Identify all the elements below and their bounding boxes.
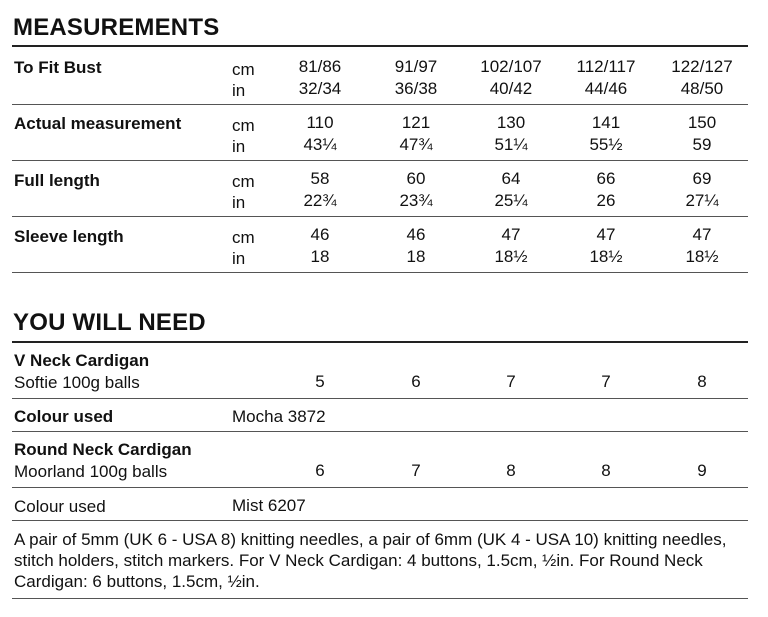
unit-in: in [232,81,246,100]
v-neck-yarn: Softie 100g balls [14,373,140,392]
size-value: 22¾ [303,191,337,210]
unit-cm: cm [232,172,255,191]
size-value: 44/46 [584,79,628,98]
size-value: 130 [496,113,526,132]
size-value: 46 [310,225,330,244]
size-value: 36/38 [394,79,438,98]
ball-count: 8 [506,461,516,480]
size-value: 102/107 [480,57,542,76]
size-value: 91/97 [394,57,438,76]
size-value: 18½ [685,247,719,266]
size-value: 40/42 [489,79,533,98]
size-value: 150 [687,113,717,132]
unit-cm: cm [232,116,255,135]
ball-count: 6 [411,372,421,391]
divider [12,45,748,47]
measurements-heading: MEASUREMENTS [13,14,220,41]
you-will-need-heading: YOU WILL NEED [13,309,206,336]
row-label-actual-measurement: Actual measurement [14,114,182,133]
size-value: 18½ [494,247,528,266]
size-value: 47 [596,225,616,244]
size-value: 110 [306,113,334,132]
ball-count: 8 [697,372,707,391]
colour-used-label: Colour used [14,497,106,516]
divider [12,598,748,599]
ball-count: 7 [411,461,421,480]
size-value: 121 [401,113,431,132]
divider [12,272,748,273]
unit-cm: cm [232,60,255,79]
round-neck-yarn: Moorland 100g balls [14,462,168,481]
size-value: 46 [406,225,426,244]
size-value: 47¾ [399,135,433,154]
size-value: 18½ [589,247,623,266]
divider [12,341,748,343]
size-value: 51¼ [494,135,528,154]
divider [12,216,748,217]
size-value: 27¼ [685,191,719,210]
divider [12,398,748,399]
row-label-sleeve-length: Sleeve length [14,227,124,246]
divider [12,104,748,105]
ball-count: 8 [601,461,611,480]
size-value: 64 [501,169,521,188]
size-value: 32/34 [298,79,342,98]
colour-value: Mocha 3872 [232,407,326,426]
size-value: 18 [310,247,330,266]
size-value: 25¼ [494,191,528,210]
size-value: 60 [406,169,426,188]
size-value: 59 [692,135,712,154]
size-value: 66 [596,169,616,188]
colour-used-label: Colour used [14,407,114,426]
size-value: 48/50 [680,79,724,98]
divider [12,487,748,488]
row-label-full-length: Full length [14,171,100,190]
ball-count: 7 [601,372,611,391]
colour-value: Mist 6207 [232,496,306,515]
size-value: 55½ [589,135,623,154]
size-value: 81/86 [298,57,342,76]
round-neck-cardigan-title: Round Neck Cardigan [14,440,192,459]
divider [12,431,748,432]
size-value: 47 [501,225,521,244]
divider [12,520,748,521]
unit-cm: cm [232,228,255,247]
ball-count: 6 [315,461,325,480]
divider [12,160,748,161]
size-value: 18 [406,247,426,266]
unit-in: in [232,193,246,212]
size-value: 112/117 [576,57,636,76]
size-value: 69 [692,169,712,188]
row-label-to-fit-bust: To Fit Bust [14,58,102,77]
unit-in: in [232,137,246,156]
size-value: 58 [310,169,330,188]
size-value: 23¾ [399,191,433,210]
size-value: 26 [596,191,616,210]
ball-count: 7 [506,372,516,391]
size-value: 122/127 [671,57,733,76]
ball-count: 5 [315,372,325,391]
size-value: 141 [591,113,621,132]
v-neck-cardigan-title: V Neck Cardigan [14,351,150,370]
needles-notions-text: A pair of 5mm (UK 6 - USA 8) knitting needles, a pair of 6mm (UK 4 - USA 10) knitting needles, stitch holders, stitch markers. For V Neck Cardigan: 4 buttons, 1.5cm, ½in. For Round Neck Cardigan: 6 buttons, 1.5cm, ½in. [14,530,727,591]
unit-in: in [232,249,246,268]
size-value: 43¼ [303,135,337,154]
size-value: 47 [692,225,712,244]
ball-count: 9 [697,461,707,480]
